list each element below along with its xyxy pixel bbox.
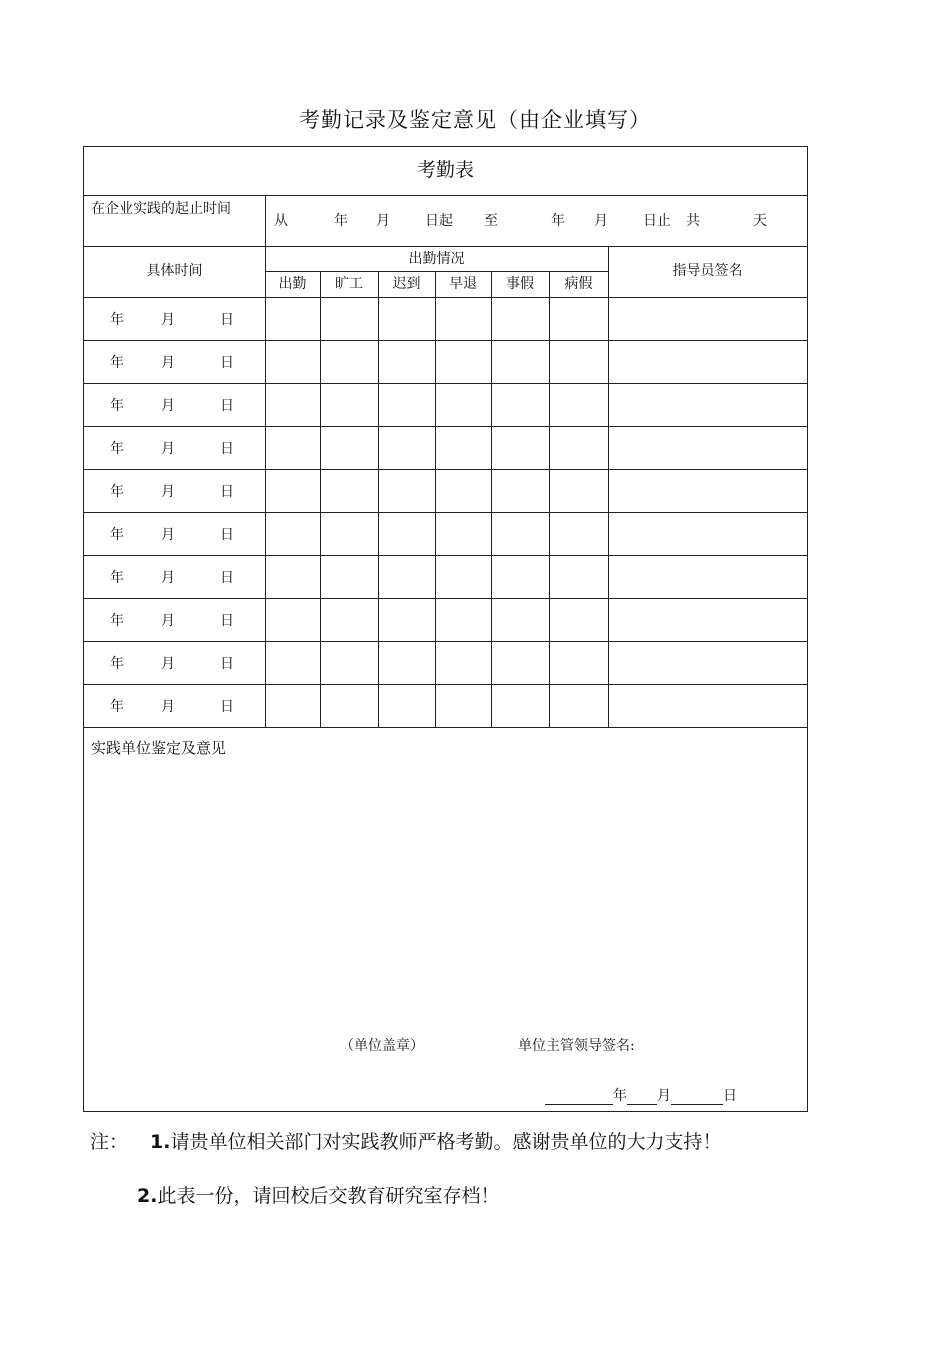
column-header: 事假	[506, 276, 534, 292]
period-days: 天	[753, 213, 767, 229]
divider	[84, 195, 807, 196]
row-divider	[84, 684, 807, 685]
evaluation-date	[545, 1085, 737, 1105]
period-label: 在企业实践的起止时间	[91, 201, 231, 217]
note-text: 此表一份，请回校后交教育研究室存档！	[157, 1185, 500, 1207]
row-date-month: 月	[161, 527, 175, 543]
header-date: 具体时间	[146, 263, 203, 279]
row-date-month: 月	[161, 656, 175, 672]
row-date-year: 年	[110, 312, 124, 328]
evaluation-label: 实践单位鉴定及意见	[91, 739, 227, 757]
row-divider	[84, 598, 807, 599]
row-date-day: 日	[220, 699, 234, 715]
note-number: 1.	[150, 1131, 171, 1153]
page-title: 考勤记录及鉴定意见（由企业填写）	[299, 108, 651, 132]
row-date-year: 年	[110, 656, 124, 672]
period-from: 从	[274, 213, 288, 229]
leader-signature-label: 单位主管领导签名:	[518, 1038, 635, 1054]
month-blank[interactable]	[627, 1090, 657, 1105]
column-header: 出勤	[278, 276, 307, 292]
note-2	[137, 1181, 499, 1208]
period-month-end: 月	[594, 213, 608, 229]
row-date-year: 年	[110, 355, 124, 371]
row-date-month: 月	[161, 484, 175, 500]
period-year-end: 年	[551, 213, 565, 229]
period-to: 至	[484, 213, 498, 229]
note-1	[90, 1127, 721, 1154]
row-date-year: 年	[110, 484, 124, 500]
day-blank[interactable]	[671, 1090, 723, 1105]
row-date-month: 月	[161, 355, 175, 371]
divider	[84, 246, 807, 247]
row-divider	[84, 641, 807, 642]
row-date-year: 年	[110, 699, 124, 715]
row-date-year: 年	[110, 570, 124, 586]
header-attendance: 出勤情况	[408, 251, 465, 267]
column-header: 病假	[564, 276, 593, 292]
note-number: 2.	[137, 1185, 158, 1207]
divider	[265, 271, 608, 272]
row-date-year: 年	[110, 527, 124, 543]
row-divider	[84, 555, 807, 556]
row-date-day: 日	[220, 656, 234, 672]
year-blank[interactable]	[545, 1090, 613, 1105]
column-header: 迟到	[392, 276, 421, 292]
row-date-month: 月	[161, 570, 175, 586]
period-day-end: 日止	[643, 213, 671, 229]
row-divider	[84, 512, 807, 513]
row-date-month: 月	[161, 613, 175, 629]
row-date-day: 日	[220, 355, 234, 371]
note-prefix: 注：	[90, 1131, 129, 1153]
row-divider	[84, 426, 807, 427]
row-date-day: 日	[220, 570, 234, 586]
row-date-day: 日	[220, 613, 234, 629]
row-date-month: 月	[161, 398, 175, 414]
note-text: 请贵单位相关部门对实践教师严格考勤。感谢贵单位的大力支持！	[170, 1131, 722, 1153]
divider	[84, 297, 807, 298]
row-divider	[84, 469, 807, 470]
row-date-month: 月	[161, 441, 175, 457]
period-total: 共	[686, 213, 700, 229]
row-date-day: 日	[220, 441, 234, 457]
period-day-start: 日起	[425, 213, 453, 229]
row-divider	[84, 340, 807, 341]
row-divider	[84, 383, 807, 384]
row-date-day: 日	[220, 527, 234, 543]
period-year: 年	[334, 213, 348, 229]
row-date-year: 年	[110, 398, 124, 414]
unit-stamp: （单位盖章）	[340, 1038, 424, 1054]
row-date-day: 日	[220, 484, 234, 500]
row-date-year: 年	[110, 613, 124, 629]
date-year: 年	[613, 1088, 627, 1104]
divider	[608, 246, 609, 727]
row-date-month: 月	[161, 312, 175, 328]
row-date-day: 日	[220, 398, 234, 414]
date-day: 日	[723, 1088, 737, 1104]
column-header: 旷工	[335, 276, 363, 292]
attendance-sheet	[83, 146, 808, 1112]
divider	[84, 727, 807, 728]
column-header: 早退	[449, 276, 477, 292]
row-date-day: 日	[220, 312, 234, 328]
sheet-title: 考勤表	[416, 159, 474, 181]
header-signature: 指导员签名	[672, 263, 743, 279]
period-month: 月	[376, 213, 390, 229]
row-date-year: 年	[110, 441, 124, 457]
row-date-month: 月	[161, 699, 175, 715]
date-month: 月	[657, 1088, 671, 1104]
